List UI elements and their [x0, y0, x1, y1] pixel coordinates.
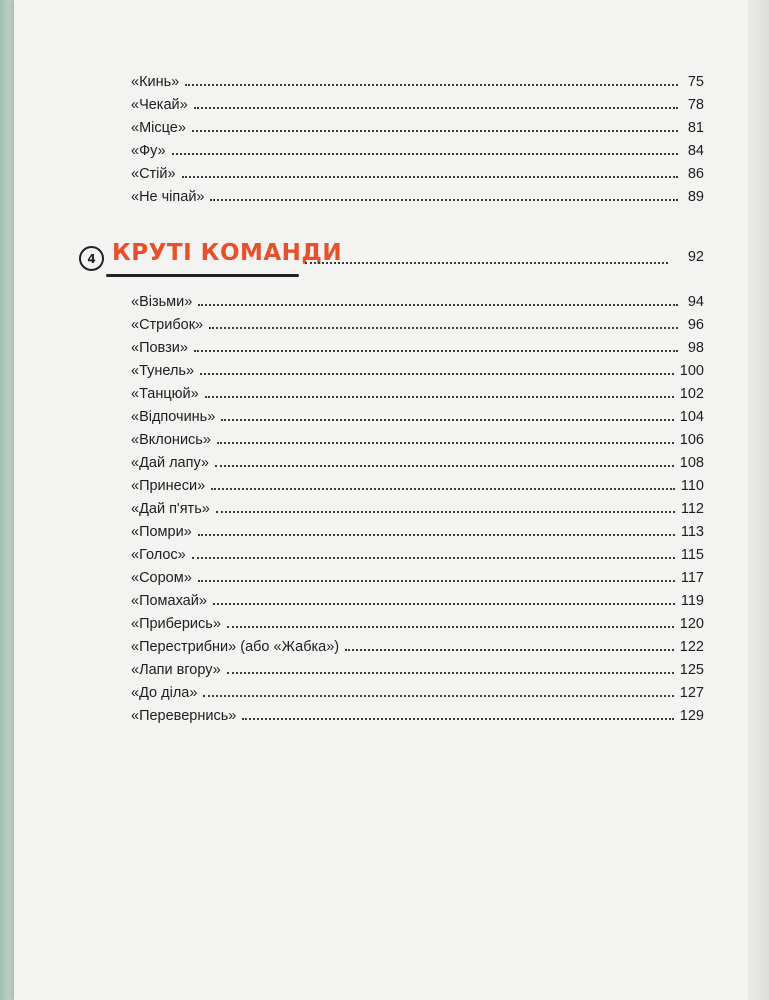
- toc-entry-title: «Принеси»: [131, 478, 206, 494]
- toc-entry-page: 75: [687, 74, 704, 90]
- toc-entry: [131, 162, 704, 182]
- toc-leader-dots: [182, 176, 678, 178]
- toc-leader-dots: [221, 419, 674, 421]
- toc-entry: [131, 589, 704, 609]
- toc-entry-page: 100: [679, 363, 704, 379]
- toc-entry: [131, 543, 704, 563]
- toc-entry-title: «Чекай»: [131, 97, 188, 113]
- toc-entry-title: «Кинь»: [131, 74, 180, 90]
- toc-entry: [131, 704, 704, 724]
- chapter-title-underline: [106, 274, 299, 277]
- toc-entry-title: «Стій»: [131, 166, 176, 182]
- toc-leader-dots: [213, 603, 675, 605]
- toc-leader-dots: [203, 695, 673, 697]
- toc-entry: [131, 313, 704, 333]
- toc-entry-title: «Повзи»: [131, 340, 188, 356]
- toc-leader-dots: [210, 199, 678, 201]
- toc-entry: [131, 139, 704, 159]
- toc-entry: [131, 290, 704, 310]
- toc-leader-dots: [209, 327, 678, 329]
- toc-entry-page: 122: [679, 639, 704, 655]
- toc-entry: [131, 681, 704, 701]
- toc-entry-title: «Місце»: [131, 120, 186, 136]
- page-edge-right: [748, 0, 769, 1000]
- chapter-heading: [79, 240, 704, 280]
- toc-entry: [131, 520, 704, 540]
- toc-entry-page: 115: [680, 547, 704, 563]
- toc-entry-page: 96: [687, 317, 704, 333]
- toc-entry-page: 106: [679, 432, 704, 448]
- toc-entry-page: 81: [687, 120, 704, 136]
- toc-entry: [131, 405, 704, 425]
- toc-leader-dots: [217, 442, 674, 444]
- toc-entry-page: 129: [679, 708, 704, 724]
- toc-leader-dots: [198, 304, 678, 306]
- toc-entry-title: «Фу»: [131, 143, 166, 159]
- toc-leader-dots: [172, 153, 678, 155]
- toc-entry-title: «Перестрибни» (або «Жабка»): [131, 639, 340, 655]
- toc-entry: [131, 336, 704, 356]
- toc-leader-dots: [194, 107, 678, 109]
- toc-leader-dots: [192, 557, 675, 559]
- toc-entry-page: 94: [687, 294, 704, 310]
- toc-entry-page: 113: [680, 524, 704, 540]
- toc-leader-dots: [200, 373, 674, 375]
- toc-leader-dots: [227, 626, 674, 628]
- toc-entry: [131, 474, 704, 494]
- toc-entry-title: «Лапи вгору»: [131, 662, 221, 678]
- toc-entry-title: «Тунель»: [131, 363, 195, 379]
- toc-entry-title: «Помри»: [131, 524, 192, 540]
- chapter-number-badge: 4: [79, 246, 104, 271]
- toc-entry: [131, 658, 704, 678]
- toc-leader-dots: [211, 488, 675, 490]
- toc-entry: [131, 566, 704, 586]
- toc-entry-page: 108: [679, 455, 704, 471]
- toc-entry-title: «Сором»: [131, 570, 192, 586]
- toc-entry: [131, 635, 704, 655]
- toc-leader-dots: [185, 84, 678, 86]
- toc-entry-page: 125: [679, 662, 704, 678]
- toc-entry-title: «Голос»: [131, 547, 186, 563]
- toc-entry-title: «Вклонись»: [131, 432, 211, 448]
- toc-entry: [131, 428, 704, 448]
- toc-entry-page: 86: [687, 166, 704, 182]
- toc-entry-page: 102: [679, 386, 704, 402]
- toc-leader-dots: [205, 396, 674, 398]
- toc-entry-page: 117: [680, 570, 704, 586]
- toc-leader-dots: [192, 130, 678, 132]
- toc-entry-page: 98: [687, 340, 704, 356]
- toc-leader-dots: [198, 580, 675, 582]
- toc-entry-page: 119: [680, 593, 704, 609]
- toc-entry-title: «До діла»: [131, 685, 198, 701]
- toc-leader-dots: [215, 465, 674, 467]
- toc-leader-dots: [345, 649, 674, 651]
- chapter-title: КРУТІ КОМАНДИ: [112, 240, 343, 266]
- toc-entry: [131, 116, 704, 136]
- toc-entry-title: «Дай лапу»: [131, 455, 209, 471]
- toc-leader-dots: [305, 262, 668, 264]
- toc-entry-page: 110: [680, 478, 704, 494]
- toc-leader-dots: [194, 350, 678, 352]
- toc-entry-title: «Перевернись»: [131, 708, 237, 724]
- toc-entry-title: «Не чіпай»: [131, 189, 205, 205]
- toc-entry-page: 112: [680, 501, 704, 517]
- toc-leader-dots: [198, 534, 675, 536]
- toc-leader-dots: [216, 511, 675, 513]
- toc-entry-title: «Відпочинь»: [131, 409, 216, 425]
- toc-entry: [131, 359, 704, 379]
- toc-entry-title: «Стрибок»: [131, 317, 204, 333]
- toc-entry-title: «Дай п'ять»: [131, 501, 210, 517]
- toc-entry: [131, 497, 704, 517]
- toc-entry-page: 89: [687, 189, 704, 205]
- toc-entry-title: «Танцюй»: [131, 386, 199, 402]
- toc-entry-page: 120: [679, 616, 704, 632]
- toc-leader-dots: [242, 718, 673, 720]
- toc-entry-page: 127: [679, 685, 704, 701]
- toc-leader-dots: [227, 672, 674, 674]
- toc-entry: [131, 612, 704, 632]
- toc-entry: [131, 185, 704, 205]
- toc-entry-title: «Помахай»: [131, 593, 207, 609]
- toc-entry-page: 104: [679, 409, 704, 425]
- toc-entry: [131, 70, 704, 90]
- toc-entry-page: 84: [687, 143, 704, 159]
- toc-entry: [131, 93, 704, 113]
- toc-entry: [131, 451, 704, 471]
- toc-entry-title: «Приберись»: [131, 616, 221, 632]
- chapter-page-number: 92: [687, 249, 704, 265]
- toc-entry-title: «Візьми»: [131, 294, 193, 310]
- toc-entry-page: 78: [687, 97, 704, 113]
- toc-entry: [131, 382, 704, 402]
